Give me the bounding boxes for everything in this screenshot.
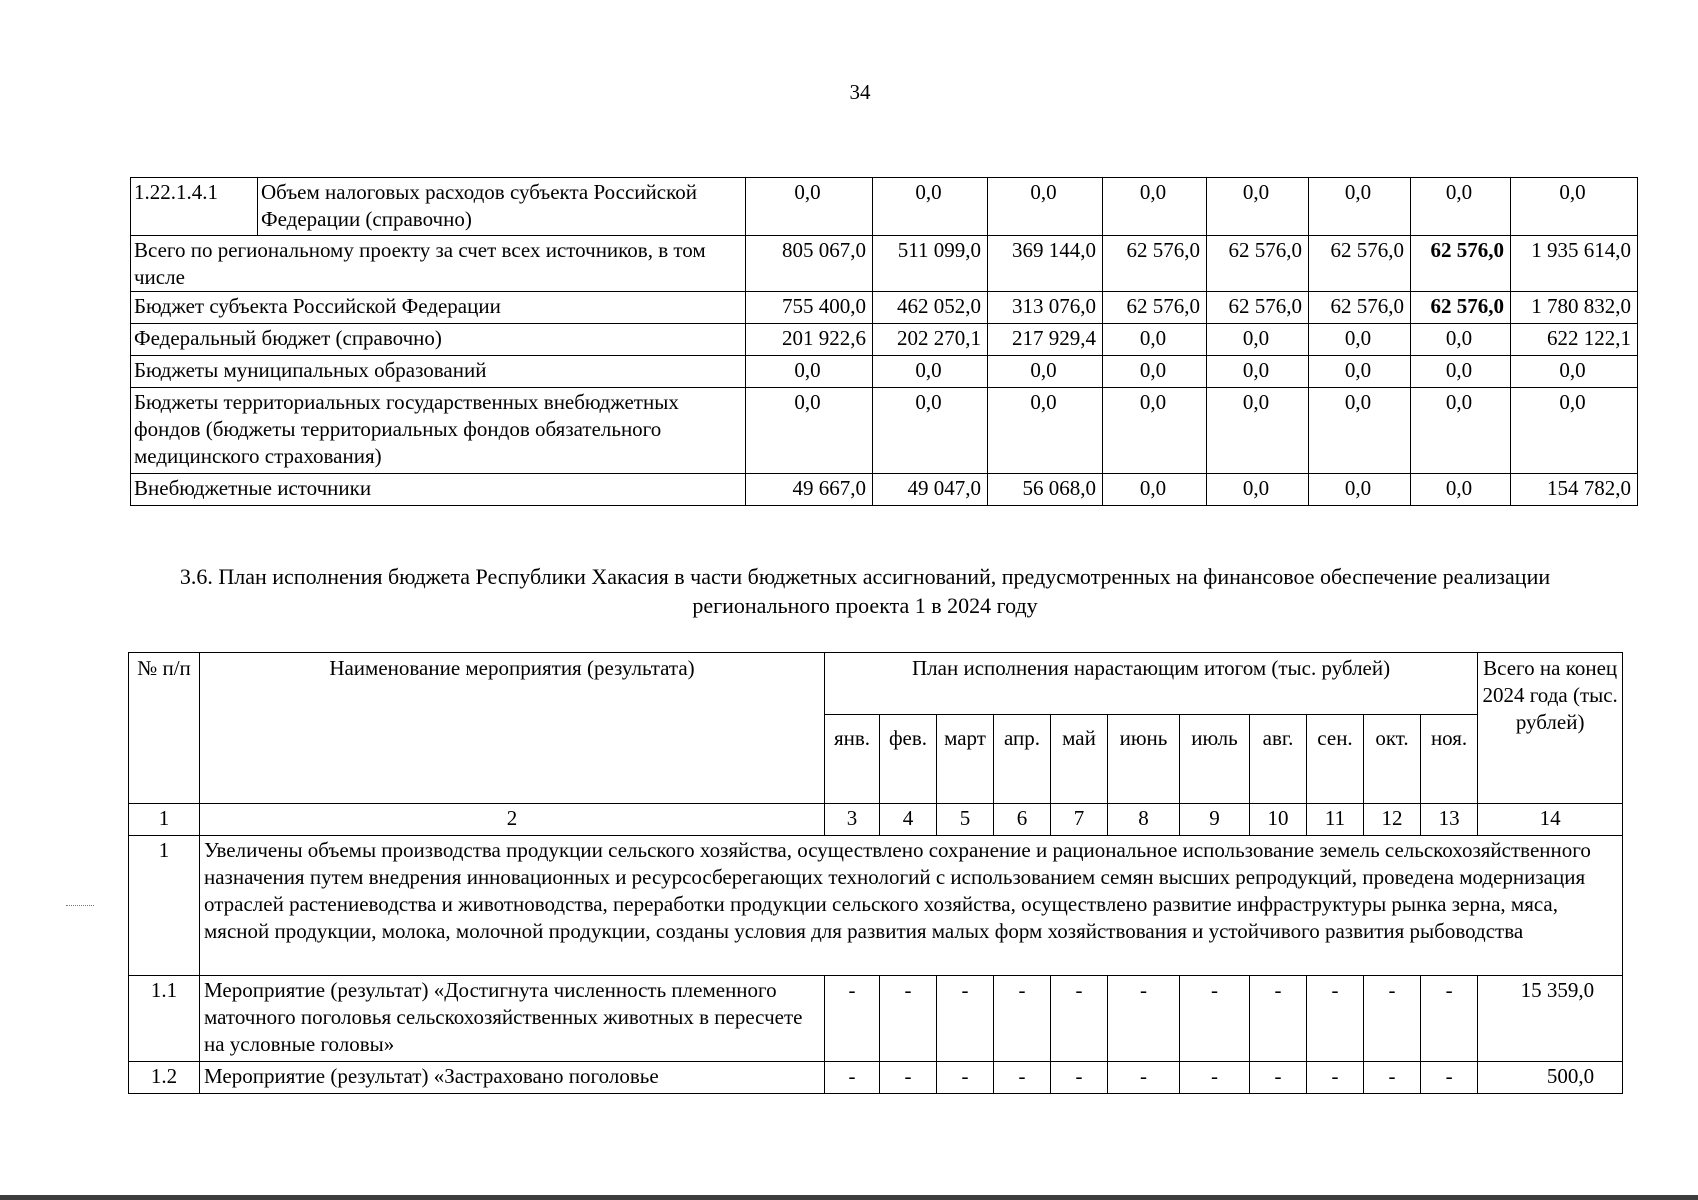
header-num: № п/п [129, 653, 200, 804]
summary-row [131, 292, 1638, 324]
month-value: - [1051, 976, 1108, 1062]
value-cell: 202 270,1 [873, 324, 988, 356]
value-cell: 62 576,0 [1207, 292, 1309, 324]
value-cell: 62 576,0 [1411, 236, 1511, 292]
section-num: 1 [129, 836, 200, 976]
row-label: Бюджеты муниципальных образований [131, 356, 746, 388]
summary-row [131, 356, 1638, 388]
value-cell: 0,0 [1103, 388, 1207, 474]
month-value: - [937, 976, 994, 1062]
value-cell: 62 576,0 [1207, 236, 1309, 292]
column-number: 12 [1364, 804, 1421, 836]
row-label: Бюджеты территориальных государственных внебюджетных фондов (бюджеты территориальных фондов обязательного медицинского страхования) [131, 388, 746, 474]
value-cell: 62 576,0 [1103, 292, 1207, 324]
plan-row [129, 976, 1623, 1062]
value-cell: 0,0 [873, 388, 988, 474]
column-number: 1 [129, 804, 200, 836]
month-value: - [1421, 1062, 1478, 1094]
value-cell: 0,0 [873, 178, 988, 236]
month-value: - [880, 1062, 937, 1094]
value-cell: 154 782,0 [1511, 474, 1638, 506]
row-label: Всего по региональному проекту за счет всех источников, в том числе [131, 236, 746, 292]
value-cell: 0,0 [1103, 356, 1207, 388]
month-header: апр. [994, 715, 1051, 804]
value-cell: 0,0 [1103, 474, 1207, 506]
value-cell: 49 047,0 [873, 474, 988, 506]
month-value: - [825, 976, 880, 1062]
header-name: Наименование мероприятия (результата) [200, 653, 825, 804]
month-header: сен. [1307, 715, 1364, 804]
value-cell: 0,0 [1411, 178, 1511, 236]
value-cell: 0,0 [746, 178, 873, 236]
value-cell: 0,0 [1207, 356, 1309, 388]
value-cell: 0,0 [1411, 388, 1511, 474]
value-cell: 0,0 [1207, 474, 1309, 506]
value-cell: 0,0 [1309, 356, 1411, 388]
month-value: - [1180, 1062, 1250, 1094]
summary-row [131, 236, 1638, 292]
value-cell: 201 922,6 [746, 324, 873, 356]
value-cell: 0,0 [1511, 388, 1638, 474]
row-code: 1.22.1.4.1 [131, 178, 258, 236]
value-cell: 0,0 [1207, 178, 1309, 236]
month-value: - [1307, 1062, 1364, 1094]
column-number: 3 [825, 804, 880, 836]
value-cell: 369 144,0 [988, 236, 1103, 292]
row-label: Бюджет субъекта Российской Федерации [131, 292, 746, 324]
funding-summary-table [130, 177, 1638, 506]
scan-edge [0, 1195, 1698, 1200]
summary-row [131, 388, 1638, 474]
header-total: Всего на конец 2024 года (тыс. рублей) [1478, 653, 1623, 804]
row-label: Федеральный бюджет (справочно) [131, 324, 746, 356]
column-number: 7 [1051, 804, 1108, 836]
month-value: - [1250, 1062, 1307, 1094]
column-number: 10 [1250, 804, 1307, 836]
column-number: 4 [880, 804, 937, 836]
month-value: - [1108, 976, 1180, 1062]
row-num: 1.1 [129, 976, 200, 1062]
row-total: 500,0 [1478, 1062, 1623, 1094]
month-header: окт. [1364, 715, 1421, 804]
value-cell: 0,0 [1309, 324, 1411, 356]
value-cell: 0,0 [988, 388, 1103, 474]
value-cell: 49 667,0 [746, 474, 873, 506]
value-cell: 0,0 [1511, 178, 1638, 236]
scan-margin-mark [66, 905, 94, 906]
month-value: - [1364, 1062, 1421, 1094]
value-cell: 0,0 [1207, 324, 1309, 356]
month-value: - [1250, 976, 1307, 1062]
month-header: июнь [1108, 715, 1180, 804]
month-value: - [994, 976, 1051, 1062]
value-cell: 0,0 [988, 178, 1103, 236]
column-number: 8 [1108, 804, 1180, 836]
value-cell: 0,0 [746, 356, 873, 388]
value-cell: 755 400,0 [746, 292, 873, 324]
value-cell: 0,0 [1103, 324, 1207, 356]
column-number: 11 [1307, 804, 1364, 836]
value-cell: 0,0 [746, 388, 873, 474]
month-value: - [1421, 976, 1478, 1062]
value-cell: 1 935 614,0 [1511, 236, 1638, 292]
value-cell: 313 076,0 [988, 292, 1103, 324]
month-header: ноя. [1421, 715, 1478, 804]
row-name: Мероприятие (результат) «Застраховано поголовье [200, 1062, 825, 1094]
value-cell: 0,0 [988, 356, 1103, 388]
section-heading: 3.6. План исполнения бюджета Республики Хакасия в части бюджетных ассигнований, предусмотренных на финансовое обеспечение реализации регионального проекта 1 в 2024 году [179, 564, 1551, 618]
value-cell: 462 052,0 [873, 292, 988, 324]
column-number: 9 [1180, 804, 1250, 836]
value-cell: 0,0 [1103, 178, 1207, 236]
month-header: фев. [880, 715, 937, 804]
section-text: Увеличены объемы производства продукции сельского хозяйства, осуществлено сохранение и рациональное использование земель сельскохозяйственного назначения путем внедрения инновационных и ресурсосберегающих технологий с использованием семян высших репродукций, проведена модернизация отраслей растениеводства и животноводства, переработки продукции сельского хозяйства, осуществлено развитие инфраструктуры рынка зерна, мяса, мясной продукции, молока, молочной продукции, созданы условия для развития малых форм хозяйствования и устойчивого развития рыбоводства [200, 836, 1623, 976]
column-number: 13 [1421, 804, 1478, 836]
row-total: 15 359,0 [1478, 976, 1623, 1062]
page-number: 34 [849, 80, 871, 104]
value-cell: 0,0 [1309, 474, 1411, 506]
value-cell: 511 099,0 [873, 236, 988, 292]
row-label: Объем налоговых расходов субъекта Российской Федерации (справочно) [258, 178, 746, 236]
column-number: 5 [937, 804, 994, 836]
value-cell: 0,0 [1411, 324, 1511, 356]
header-plan: План исполнения нарастающим итогом (тыс. рублей) [825, 653, 1478, 715]
row-num: 1.2 [129, 1062, 200, 1094]
value-cell: 0,0 [1309, 388, 1411, 474]
value-cell: 0,0 [1511, 356, 1638, 388]
value-cell: 1 780 832,0 [1511, 292, 1638, 324]
value-cell: 0,0 [1309, 178, 1411, 236]
section-row [129, 836, 1623, 976]
month-value: - [1364, 976, 1421, 1062]
value-cell: 0,0 [873, 356, 988, 388]
summary-row [131, 324, 1638, 356]
month-value: - [1307, 976, 1364, 1062]
month-header: янв. [825, 715, 880, 804]
value-cell: 805 067,0 [746, 236, 873, 292]
row-name: Мероприятие (результат) «Достигнута численность племенного маточного поголовья сельскохозяйственных животных в пересчете на условные головы» [200, 976, 825, 1062]
column-number-row [129, 804, 1623, 836]
column-number: 2 [200, 804, 825, 836]
value-cell: 0,0 [1207, 388, 1309, 474]
value-cell: 62 576,0 [1411, 292, 1511, 324]
column-number: 14 [1478, 804, 1623, 836]
value-cell: 0,0 [1411, 474, 1511, 506]
month-value: - [937, 1062, 994, 1094]
value-cell: 62 576,0 [1103, 236, 1207, 292]
summary-row [131, 178, 1638, 236]
plan-row [129, 1062, 1623, 1094]
month-value: - [825, 1062, 880, 1094]
value-cell: 622 122,1 [1511, 324, 1638, 356]
row-label: Внебюджетные источники [131, 474, 746, 506]
value-cell: 62 576,0 [1309, 236, 1411, 292]
value-cell: 217 929,4 [988, 324, 1103, 356]
month-value: - [994, 1062, 1051, 1094]
month-value: - [1180, 976, 1250, 1062]
value-cell: 62 576,0 [1309, 292, 1411, 324]
value-cell: 0,0 [1411, 356, 1511, 388]
month-value: - [1108, 1062, 1180, 1094]
month-header: май [1051, 715, 1108, 804]
budget-plan-table [128, 652, 1623, 1094]
summary-row [131, 474, 1638, 506]
month-header: март [937, 715, 994, 804]
month-header: июль [1180, 715, 1250, 804]
month-value: - [880, 976, 937, 1062]
column-number: 6 [994, 804, 1051, 836]
month-value: - [1051, 1062, 1108, 1094]
month-header: авг. [1250, 715, 1307, 804]
value-cell: 56 068,0 [988, 474, 1103, 506]
